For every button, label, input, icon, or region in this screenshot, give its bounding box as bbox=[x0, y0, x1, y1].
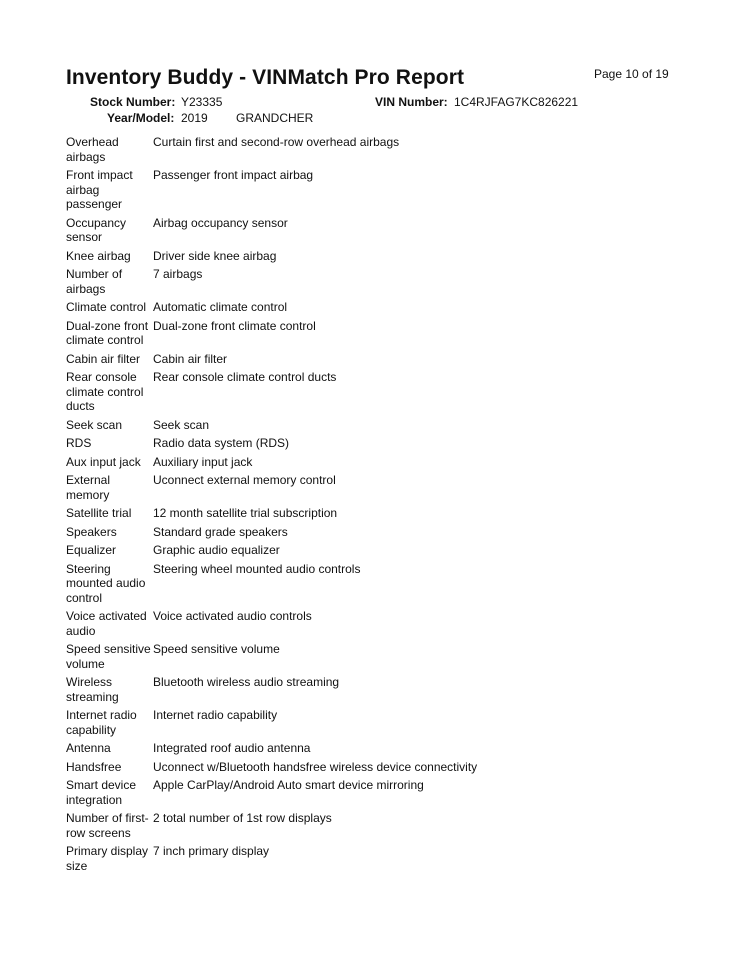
feature-row bbox=[66, 543, 686, 558]
feature-description: Auxiliary input jack bbox=[153, 454, 253, 469]
feature-description: 2 total number of 1st row displays bbox=[153, 811, 332, 825]
stock-number-value: Y23335 bbox=[181, 95, 223, 109]
feature-description: Standard grade speakers bbox=[153, 524, 288, 539]
feature-row bbox=[66, 135, 686, 164]
feature-description: Dual-zone front climate control bbox=[153, 318, 316, 333]
feature-row bbox=[66, 300, 686, 315]
feature-description: Uconnect external memory control bbox=[153, 473, 336, 487]
feature-description: Automatic climate control bbox=[153, 300, 288, 314]
feature-description: Cabin air filter bbox=[153, 351, 228, 366]
feature-description: 12 month satellite trial subscription bbox=[153, 506, 338, 520]
feature-row bbox=[66, 811, 686, 840]
feature-row bbox=[66, 473, 686, 502]
feature-description: Curtain first and second-row overhead airbags bbox=[153, 135, 400, 149]
feature-name: Wireless streaming bbox=[66, 675, 119, 704]
feature-row bbox=[66, 525, 686, 540]
feature-description: Uconnect w/Bluetooth handsfree wireless device connectivity bbox=[153, 759, 478, 774]
feature-name: Occupancy sensor bbox=[66, 215, 127, 244]
feature-description: Internet radio capability bbox=[153, 708, 278, 722]
feature-description: Apple CarPlay/Android Auto smart device mirroring bbox=[153, 778, 424, 792]
report-title: Inventory Buddy - VINMatch Pro Report bbox=[66, 66, 465, 89]
feature-description: Rear console climate control ducts bbox=[153, 370, 337, 384]
feature-row bbox=[66, 436, 686, 451]
feature-name: Primary display size bbox=[66, 844, 149, 873]
feature-description: Driver side knee airbag bbox=[153, 248, 277, 263]
feature-row bbox=[66, 418, 686, 433]
feature-row bbox=[66, 455, 686, 470]
feature-row bbox=[66, 370, 686, 414]
feature-row bbox=[66, 609, 686, 638]
feature-description: 7 airbags bbox=[153, 267, 203, 281]
feature-name: Speed sensitive volume bbox=[66, 642, 151, 671]
feature-list bbox=[66, 135, 686, 877]
feature-row bbox=[66, 249, 686, 264]
feature-name: Antenna bbox=[66, 741, 111, 755]
feature-row bbox=[66, 267, 686, 296]
feature-name: Speakers bbox=[66, 524, 117, 539]
feature-row bbox=[66, 844, 686, 873]
feature-description: Seek scan bbox=[153, 417, 210, 432]
feature-row bbox=[66, 708, 686, 737]
feature-description: Integrated roof audio antenna bbox=[153, 741, 311, 755]
feature-name: External memory bbox=[66, 473, 111, 502]
year-model-label: Year/Model: bbox=[107, 111, 175, 125]
feature-name: Overhead airbags bbox=[66, 135, 119, 164]
feature-row bbox=[66, 562, 686, 606]
feature-row bbox=[66, 319, 686, 348]
feature-name: Steering mounted audio control bbox=[66, 561, 146, 605]
feature-name: Dual-zone front climate control bbox=[66, 318, 149, 347]
feature-description: Graphic audio equalizer bbox=[153, 543, 280, 557]
feature-description: Bluetooth wireless audio streaming bbox=[153, 675, 340, 689]
feature-name: Seek scan bbox=[66, 417, 123, 432]
feature-description: Airbag occupancy sensor bbox=[153, 215, 288, 230]
feature-name: Equalizer bbox=[66, 543, 117, 557]
feature-name: Rear console climate control ducts bbox=[66, 370, 144, 413]
feature-name: Cabin air filter bbox=[66, 351, 141, 366]
feature-name: Voice activated audio bbox=[66, 609, 147, 638]
feature-name: Climate control bbox=[66, 300, 147, 314]
feature-description: 7 inch primary display bbox=[153, 844, 270, 858]
feature-name: Satellite trial bbox=[66, 506, 132, 520]
feature-row bbox=[66, 352, 686, 367]
feature-row bbox=[66, 760, 686, 775]
feature-row bbox=[66, 216, 686, 245]
feature-description: Voice activated audio controls bbox=[153, 609, 312, 623]
feature-row bbox=[66, 675, 686, 704]
feature-row bbox=[66, 506, 686, 521]
feature-name: Number of airbags bbox=[66, 267, 123, 296]
feature-description: Radio data system (RDS) bbox=[153, 436, 290, 450]
feature-row bbox=[66, 168, 686, 212]
feature-name: Aux input jack bbox=[66, 454, 141, 469]
feature-name: Internet radio capability bbox=[66, 708, 137, 737]
feature-description: Speed sensitive volume bbox=[153, 642, 280, 656]
feature-description: Passenger front impact airbag bbox=[153, 168, 314, 182]
page-number: Page 10 of 19 bbox=[594, 67, 669, 81]
feature-row bbox=[66, 778, 686, 807]
model-value: GRANDCHER bbox=[236, 111, 314, 125]
feature-name: Handsfree bbox=[66, 759, 122, 774]
feature-name: Front impact airbag passenger bbox=[66, 168, 133, 211]
feature-description: Steering wheel mounted audio controls bbox=[153, 561, 361, 576]
feature-name: Smart device integration bbox=[66, 778, 137, 807]
vin-number-value: 1C4RJFAG7KC826221 bbox=[454, 95, 579, 109]
feature-name: RDS bbox=[66, 436, 92, 450]
feature-row bbox=[66, 741, 686, 756]
year-value: 2019 bbox=[181, 111, 208, 125]
vin-number-label: VIN Number: bbox=[375, 95, 448, 109]
feature-name: Knee airbag bbox=[66, 248, 131, 263]
feature-row bbox=[66, 642, 686, 671]
stock-number-label: Stock Number: bbox=[90, 95, 176, 109]
feature-name: Number of first-row screens bbox=[66, 811, 149, 840]
